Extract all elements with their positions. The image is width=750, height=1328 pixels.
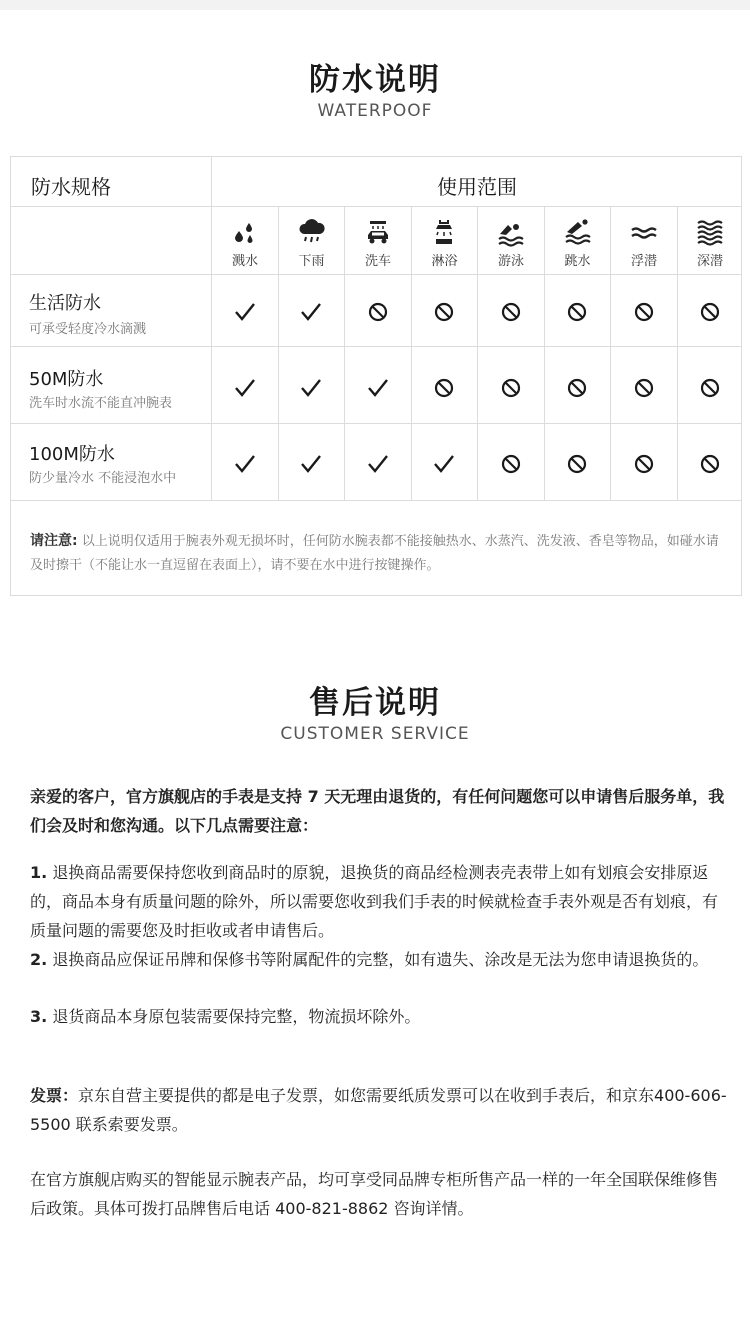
invoice-text: 京东自营主要提供的都是电子发票，如您需要纸质发票可以在收到手表后，和京东400-606-5500 联系索要发票。 [30,1086,727,1134]
top-bar [0,0,750,10]
column-swim [478,207,544,275]
column-label: 深潜 [696,254,723,269]
row-note: 洗车时水流不能直冲腕表 [29,396,173,411]
warranty-paragraph: 在官方旗舰店购买的智能显示腕表产品，均可享受同品牌专柜所售产品一样的一年全国联保维修售后政策。具体可拨打品牌售后电话 400-821-8862 咨询详情。 [30,1170,719,1218]
row-note: 防少量冷水 不能浸泡水中 [29,471,177,486]
car-wash-icon [363,217,393,247]
point-text: 退换商品需要保持您收到商品时的原貌，退换货的商品经检测表壳表带上如有划痕会安排原返的，商品本身有质量问题的除外，所以需要您收到我们手表的时候就检查手表外观是否有划痕，有质量问题的需要您及时拒收或者申请售后。 [30,863,719,940]
column-label: 游泳 [497,254,524,269]
notice-text: 以上说明仅适用于腕表外观无损坏时，任何防水腕表都不能接触热水、水蒸汽、洗发液、香皂等物品，如碰水请及时擦干（不能让水一直逗留在表面上），请不要在水中进行按键操作。 [30,534,719,573]
prohibited-icon [365,299,391,325]
prohibited-icon [431,375,457,401]
check-icon [365,451,391,477]
check-icon [431,451,457,477]
waterproof-title: 防水说明 [309,62,441,98]
prohibited-icon [631,299,657,325]
prohibited-icon [498,451,524,477]
shower-icon [430,217,460,247]
check-icon [298,375,324,401]
column-label: 淋浴 [431,254,458,269]
notice-label: 请注意: [30,533,78,549]
point-number: 3. [30,1007,48,1026]
prohibited-icon [564,451,590,477]
service-point-2 [30,945,730,974]
column-carwash [345,207,411,275]
column-deepdive [678,207,742,275]
point-text: 退换商品应保证吊牌和保修书等附属配件的完整，如有遗失、涂改是无法为您申请退换货的。 [52,950,709,969]
column-splash [212,207,278,275]
header-range: 使用范围 [437,175,517,199]
check-icon [298,451,324,477]
service-intro: 亲爱的客户，官方旗舰店的手表是支持 7 天无理由退货的，有任何问题您可以申请售后服务单，我们会及时和您沟通。以下几点需要注意： [30,787,725,835]
invoice-label: 发票： [30,1086,79,1105]
column-dive [545,207,610,275]
prohibited-icon [631,451,657,477]
check-icon [232,451,258,477]
deep-diving-icon [695,217,725,247]
swimming-icon [496,217,526,247]
diving-icon [563,217,593,247]
column-label: 浮潜 [630,254,657,269]
column-shower [412,207,477,275]
column-rain [279,207,344,275]
header-spec: 防水规格 [31,175,111,199]
prohibited-icon [697,375,723,401]
prohibited-icon [498,299,524,325]
column-label: 跳水 [564,254,591,269]
prohibited-icon [631,375,657,401]
prohibited-icon [697,299,723,325]
column-label: 下雨 [298,254,325,269]
check-icon [232,375,258,401]
check-icon [365,375,391,401]
waterproof-table [10,156,742,596]
rain-cloud-icon [297,217,327,247]
notice [30,529,730,578]
row-title: 生活防水 [29,293,101,314]
column-label: 洗车 [364,254,391,269]
prohibited-icon [431,299,457,325]
column-label: 溅水 [231,254,258,269]
waterproof-subtitle: WATERPOOF [317,101,433,121]
service-point-3 [30,1002,730,1031]
prohibited-icon [564,375,590,401]
service-title: 售后说明 [309,685,441,721]
point-number: 1. [30,863,48,882]
row-note: 可承受轻度冷水滴溅 [29,322,147,337]
row-title: 50M防水 [29,369,104,390]
check-icon [298,299,324,325]
snorkeling-icon [629,217,659,247]
water-drops-icon [230,217,260,247]
service-point-1 [30,858,730,945]
point-number: 2. [30,950,48,969]
column-snorkel [611,207,677,275]
invoice-paragraph [30,1081,730,1139]
prohibited-icon [564,299,590,325]
point-text: 退货商品本身原包装需要保持完整，物流损坏除外。 [52,1007,421,1026]
check-icon [232,299,258,325]
prohibited-icon [498,375,524,401]
service-subtitle: CUSTOMER SERVICE [280,724,470,744]
row-title: 100M防水 [29,444,115,465]
prohibited-icon [697,451,723,477]
